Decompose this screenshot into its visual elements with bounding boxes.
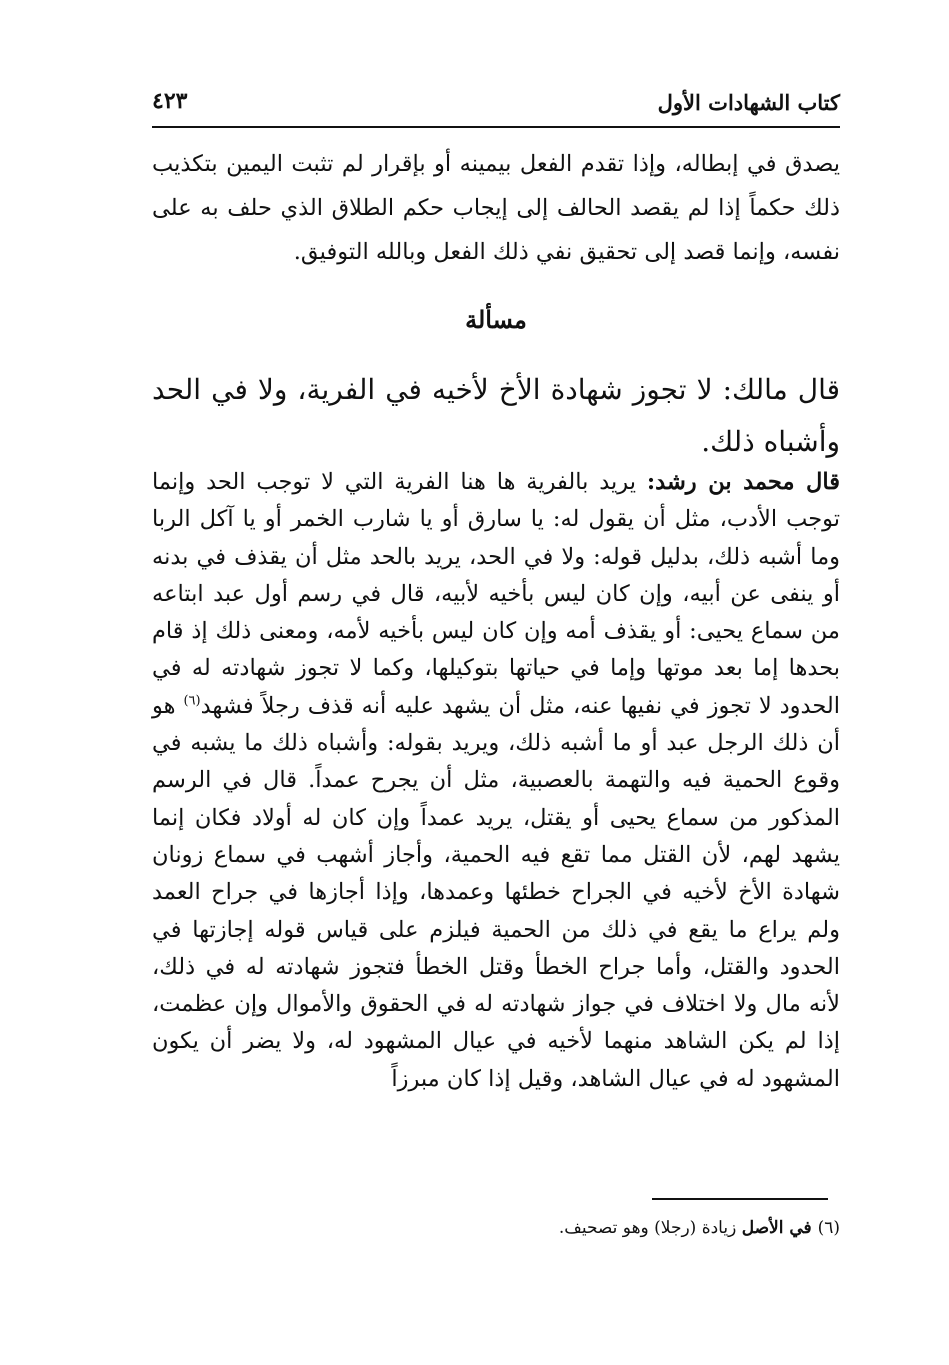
footnote-text: زيادة (رجلا) وهو تصحيف. — [558, 1218, 742, 1238]
footnote-reference: (٦) — [183, 693, 201, 709]
commentary-text-b: هو أن ذلك الرجل عبد أو ما أشبه ذلك، ويريد بقوله: وأشباه ذلك ما يشبه في وقوع الحمية فيه والتهمة بالعصبية، مثل أن يجرح عمداً. قال في الرسم المذكور من سماع يحيى أو يقتل، يريد عمداً وإن كان له أولاد فكان إنما يشهد لهم، لأن القتل مما تقع فيه الحمية، وأجاز أشهب في سماع زونان شهادة الأخ لأخيه في الجراح خطئها وعمدها، وإذا أجازها في جراح العمد ولم يراع ما يقع في ذلك من الحمية فيلزم على قياس قوله إجازتها في الحدود والقتل، وأما جراح الخطأ وقتل الخطأ فتجوز شهادته له في ذلك، لأنه مال ولا اختلاف في جواز شهادته له في الحقوق والأموال وإن عظمت، إذا لم يكن الشاهد منهما لأخيه في عيال المشهود له، ولا يضر أن يكون المشهود له في عيال الشاهد، وقيل إذا كان مبرزاً — [152, 692, 840, 1092]
running-title: كتاب الشهادات الأول — [657, 90, 840, 115]
footnote — [152, 1218, 840, 1238]
paragraph-continuation: يصدق في إبطاله، وإذا تقدم الفعل بيمينه أو بإقرار لم تثبت اليمين بتكذيب ذلك حكماً إذا لم يقصد الحالف إلى إيجاب حكم الطلاق الذي حلف به على نفسه، وإنما قصد إلى تحقيق نفي ذلك الفعل وبالله التوفيق. — [152, 151, 840, 265]
commentary-text-a: يريد بالفرية ها هنا الفرية التي لا توجب الحد وإنما توجب الأدب، مثل أن يقول له: يا سارق أو يا شارب الخمر أو يا آكل الربا وما أشبه ذلك، بدليل قوله: ولا في الحد، يريد بالحد مثل أن يقذف في بدنه أو ينفى عن أبيه، وإن كان ليس بأخيه لأبيه، قال في رسم أول عبد ابتاعه من سماع يحيى: أو يقذف أمه وإن كان ليس بأخيه لأمه، ومعنى ذلك إذ قام بحدها إما بعد موتها وإما في حياتها بتوكيلها، وكما لا تجوز شهادته له في الحدود لا تجوز في نفيها عنه، مثل أن يشهد عليه أنه قذف رجلاً فشهد — [152, 469, 840, 719]
section-heading: مسألة — [465, 305, 527, 334]
footnote-bold-text: في الأصل — [741, 1218, 818, 1238]
footnote-number: (٦) — [817, 1218, 840, 1238]
page-header — [152, 86, 840, 128]
commentator-name: قال محمد بن رشد: — [646, 469, 840, 495]
malik-quote: قال مالك: لا تجوز شهادة الأخ لأخيه في الفرية، ولا في الحد وأشباه ذلك. — [152, 373, 840, 458]
page-number: ٤٢٣ — [152, 88, 188, 114]
footnote-separator — [652, 1198, 828, 1200]
commentary-paragraph — [152, 464, 840, 1098]
